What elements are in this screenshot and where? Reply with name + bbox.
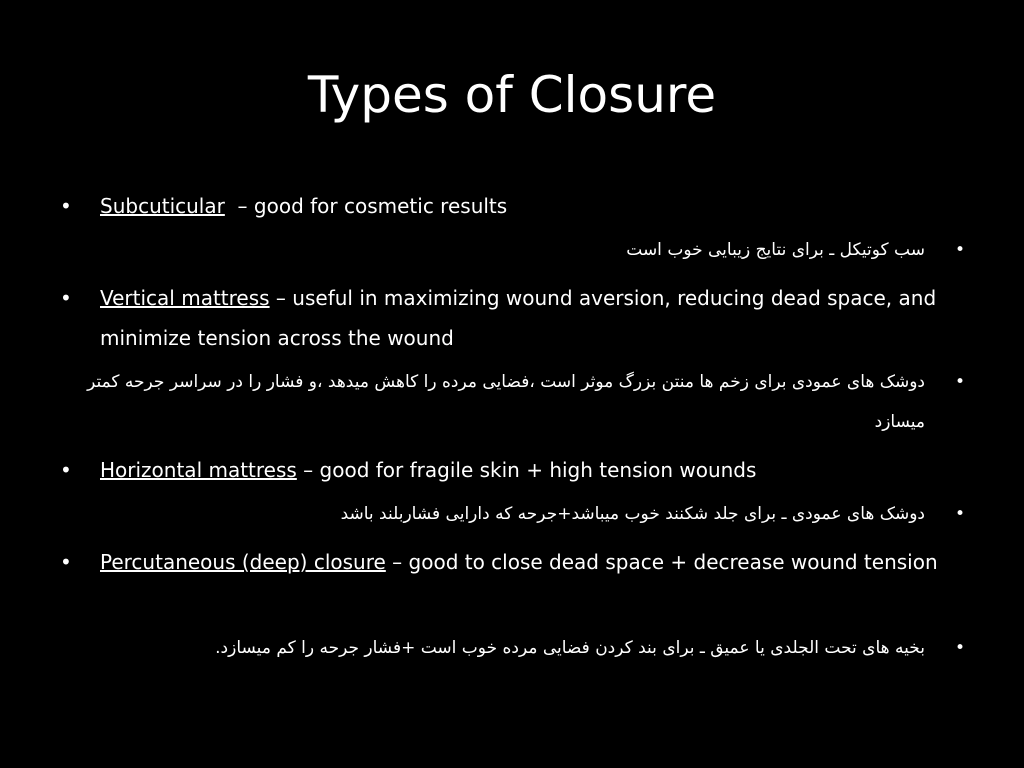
term-subcuticular: Subcuticular xyxy=(100,194,225,218)
slide-title: Types of Closure xyxy=(307,66,717,124)
description-horizontal-mattress: – good for fragile skin + high tension wounds xyxy=(296,458,757,482)
description-vertical-mattress: – useful in maximizing wound aversion, reducing dead space, and minimize tension across the wound xyxy=(100,286,937,350)
bullet-horizontal-mattress-fa xyxy=(80,494,965,534)
bullet-percutaneous-closure-fa xyxy=(80,628,965,668)
bullet-marker: • xyxy=(60,194,72,218)
bullet-marker: • xyxy=(954,240,965,260)
bullet-marker: • xyxy=(954,638,965,658)
term-percutaneous-closure: Percutaneous (deep) closure xyxy=(100,550,386,574)
bullet-marker: • xyxy=(60,550,72,574)
bullet-horizontal-mattress xyxy=(60,450,990,490)
term-horizontal-mattress: Horizontal mattress xyxy=(100,458,297,482)
bullet-vertical-mattress-fa xyxy=(80,362,965,442)
text-vertical-mattress-fa: دوشک های عمودی برای زخم ها منتن بزرگ موثر است ،فضایی مرده را کاهش میدهد ،و فشار را در سراسر جرحه کمتر میسازد xyxy=(87,372,925,432)
bullet-marker: • xyxy=(60,458,72,482)
bullet-percutaneous-closure xyxy=(60,542,990,582)
bullet-subcuticular xyxy=(60,186,990,226)
description-percutaneous-closure: – good to close dead space + decrease wound tension xyxy=(385,550,938,574)
term-vertical-mattress: Vertical mattress xyxy=(100,286,270,310)
text-subcuticular-fa: سب کوتیکل ـ برای نتایج زیبایی خوب است xyxy=(626,240,925,260)
bullet-subcuticular-fa xyxy=(80,230,965,270)
bullet-marker: • xyxy=(954,372,965,392)
text-percutaneous-closure-fa: بخیه های تحت الجلدی یا عمیق ـ برای بند کردن فضایی مرده خوب است +فشار جرحه را کم میسازد. xyxy=(215,638,925,658)
bullet-marker: • xyxy=(954,504,965,524)
bullet-vertical-mattress xyxy=(60,278,990,358)
description-subcuticular: – good for cosmetic results xyxy=(224,194,508,218)
text-horizontal-mattress-fa: دوشک های عمودی ـ برای جلد شکنند خوب میباشد+جرحه که دارایی فشاربلند باشد xyxy=(340,504,925,524)
bullet-marker: • xyxy=(60,286,72,310)
